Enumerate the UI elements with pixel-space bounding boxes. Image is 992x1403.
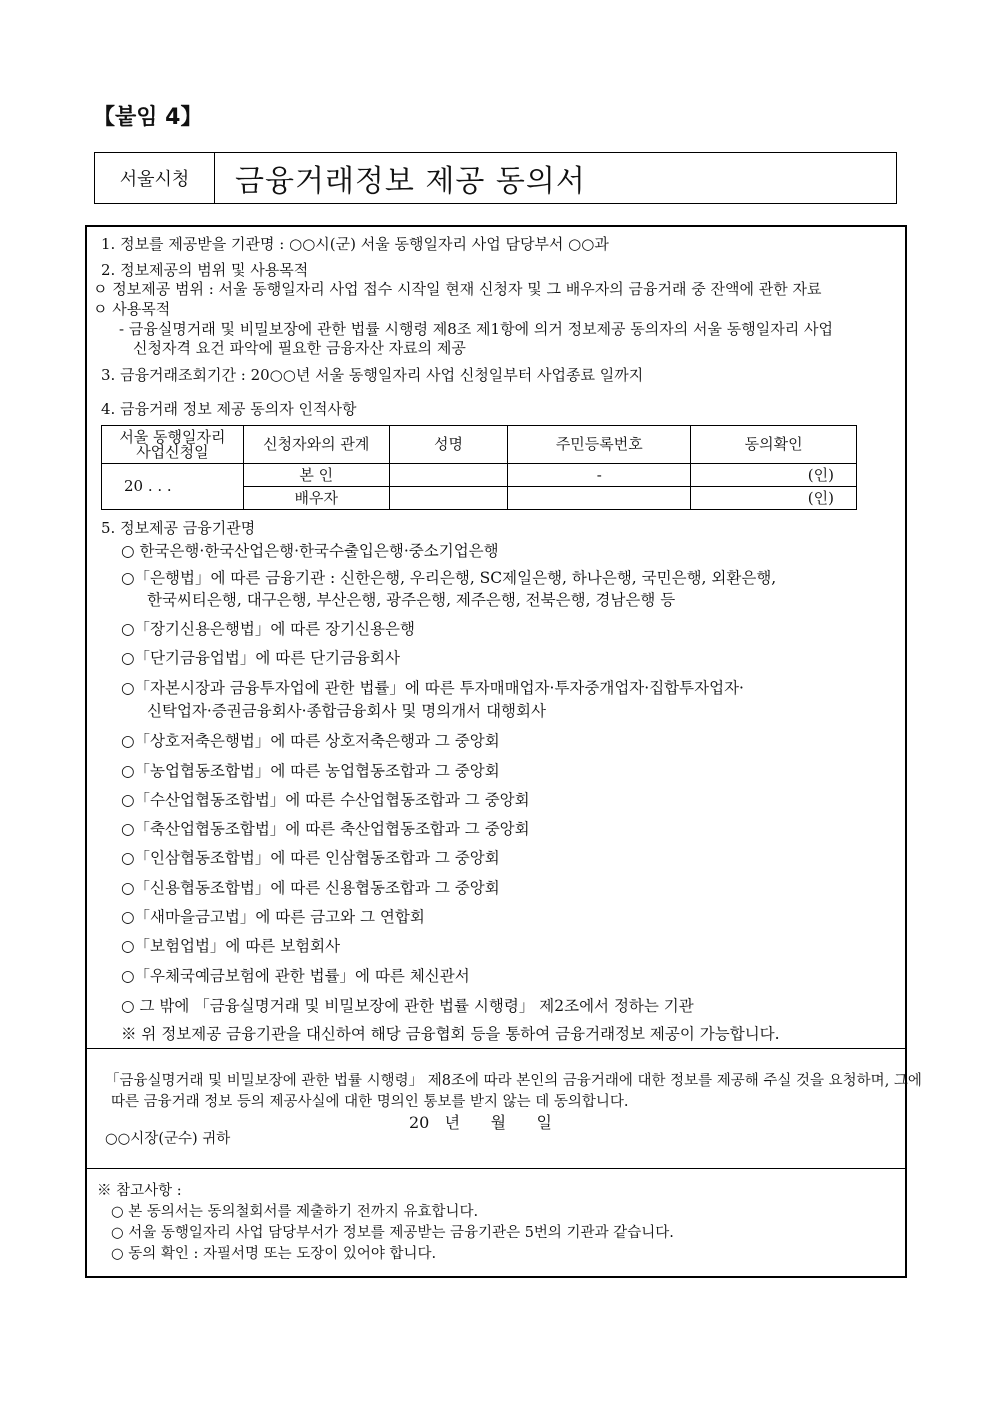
institution-item: ○ 한국은행·한국산업은행·한국수출입은행·중소기업은행 xyxy=(121,542,499,560)
section-3-period: 3. 금융거래조회기간 : 20○○년 서울 동행일자리 사업 신청일부터 사업종료 일까지 xyxy=(101,366,644,384)
header-relation: 신청자와의 관계 xyxy=(243,426,389,464)
note-item: ○ 동의 확인 : 자필서명 또는 도장이 있어야 합니다. xyxy=(111,1246,437,1262)
institution-note: ※ 위 정보제공 금융기관을 대신하여 해당 금융협회 등을 통하여 금융거래정보 제공이 가능합니다. xyxy=(121,1025,780,1043)
institution-item: ○「수산업협동조합법」에 따른 수산업협동조합과 그 중앙회 xyxy=(121,791,530,809)
note-item: ○ 본 동의서는 동의철회서를 제출하기 전까지 유효합니다. xyxy=(111,1204,479,1220)
institution-item: ○「상호저축은행법」에 따른 상호저축은행과 그 중앙회 xyxy=(121,732,500,750)
institution-item: ○「농업협동조합법」에 따른 농업협동조합과 그 중앙회 xyxy=(121,762,500,780)
institution-item: ○「축산업협동조합법」에 따른 축산업협동조합과 그 중앙회 xyxy=(121,820,530,838)
institution-item: 한국씨티은행, 대구은행, 부산은행, 광주은행, 제주은행, 전북은행, 경남은행 등 xyxy=(147,591,676,609)
institution-item: 신탁업자·증권금융회사·종합금융회사 및 명의개서 대행회사 xyxy=(147,702,546,720)
note-item: ○ 서울 동행일자리 사업 담당부서가 정보를 제공받는 금융기관은 5번의 기관과 같습니다. xyxy=(111,1225,674,1241)
institution-item: ○「신용협동조합법」에 따른 신용협동조합과 그 중앙회 xyxy=(121,879,500,897)
header-name: 성명 xyxy=(389,426,508,464)
addressee: ○○시장(군수) 귀하 xyxy=(105,1131,231,1147)
id-number-field-self[interactable]: - xyxy=(508,464,691,487)
section-2-purpose-line1: - 금융실명거래 및 비밀보장에 관한 법률 시행령 제8조 제1항에 의거 정보제공 동의자의 서울 동행일자리 사업 xyxy=(119,320,833,338)
consent-statement-line1: 「금융실명거래 및 비밀보장에 관한 법률 시행령」 제8조에 따라 본인의 금융거래에 대한 정보를 제공해 주실 것을 요청하며, 그에 xyxy=(105,1073,922,1089)
notes-heading: ※ 참고사항 : xyxy=(97,1183,182,1199)
relation-spouse: 배우자 xyxy=(243,487,389,510)
institution-item: ○ 그 밖에 「금융실명거래 및 비밀보장에 관한 법률 시행령」 제2조에서 정하는 기관 xyxy=(121,997,694,1015)
consent-date[interactable]: 20 년 월 일 xyxy=(409,1113,553,1132)
table-header-row xyxy=(102,426,857,464)
application-date-field[interactable]: 20 . . . xyxy=(102,464,244,510)
applicant-info-table xyxy=(101,425,857,510)
document-title: 금융거래정보 제공 동의서 xyxy=(235,164,586,199)
id-number-field-spouse[interactable] xyxy=(508,487,691,510)
institution-item: ○「단기금융업법」에 따른 단기금융회사 xyxy=(121,649,400,667)
section-divider xyxy=(87,1048,905,1049)
consent-seal-self[interactable]: (인) xyxy=(691,464,857,487)
institution-item: ○「자본시장과 금융투자업에 관한 법률」에 따른 투자매매업자·투자중개업자·집합투자업자· xyxy=(121,679,744,697)
consent-statement-line2: 따른 금융거래 정보 등의 제공사실에 대한 명의인 통보를 받지 않는 데 동의합니다. xyxy=(111,1094,629,1110)
title-box xyxy=(94,152,897,204)
header-consent: 동의확인 xyxy=(691,426,857,464)
header-date-line2: 사업신청일 xyxy=(136,442,209,461)
organization-label: 서울시청 xyxy=(95,153,215,203)
name-field-spouse[interactable] xyxy=(389,487,508,510)
institution-item: ○「인삼협동조합법」에 따른 인삼협동조합과 그 중앙회 xyxy=(121,849,500,867)
section-2-purpose-heading: ㅇ 사용목적 xyxy=(93,300,171,318)
consent-form-body xyxy=(85,225,922,1278)
attachment-label: 【붙임 4】 xyxy=(93,105,203,130)
consent-seal-spouse[interactable]: (인) xyxy=(691,487,857,510)
header-id-number: 주민등록번호 xyxy=(508,426,691,464)
institution-item: ○「장기신용은행법」에 따른 장기신용은행 xyxy=(121,620,415,638)
header-date-line1: 서울 동행일자리 xyxy=(119,427,226,446)
section-2-scope: ㅇ 정보제공 범위 : 서울 동행일자리 사업 접수 시작일 현재 신청자 및 그 배우자의 금융거래 중 잔액에 관한 자료 xyxy=(93,280,822,298)
section-divider xyxy=(87,1168,905,1169)
institution-item: ○「새마을금고법」에 따른 금고와 그 연합회 xyxy=(121,908,425,926)
name-field-self[interactable] xyxy=(389,464,508,487)
relation-self: 본 인 xyxy=(243,464,389,487)
section-2-heading: 2. 정보제공의 범위 및 사용목적 xyxy=(101,261,309,279)
institution-item: ○「은행법」에 따른 금융기관 : 신한은행, 우리은행, SC제일은행, 하나은행, 국민은행, 외환은행, xyxy=(121,569,777,587)
institution-item: ○「우체국예금보험에 관한 법률」에 따른 체신관서 xyxy=(121,967,470,985)
table-row xyxy=(102,464,857,487)
section-1-recipient: 1. 정보를 제공받을 기관명 : ○○시(군) 서울 동행일자리 사업 담당부서 ○○과 xyxy=(101,235,609,253)
section-4-heading: 4. 금융거래 정보 제공 동의자 인적사항 xyxy=(101,400,357,418)
section-5-heading: 5. 정보제공 금융기관명 xyxy=(101,519,256,537)
header-application-date xyxy=(102,426,244,464)
section-2-purpose-line2: 신청자격 요건 파악에 필요한 금융자산 자료의 제공 xyxy=(133,339,466,357)
institution-item: ○「보험업법」에 따른 보험회사 xyxy=(121,937,341,955)
